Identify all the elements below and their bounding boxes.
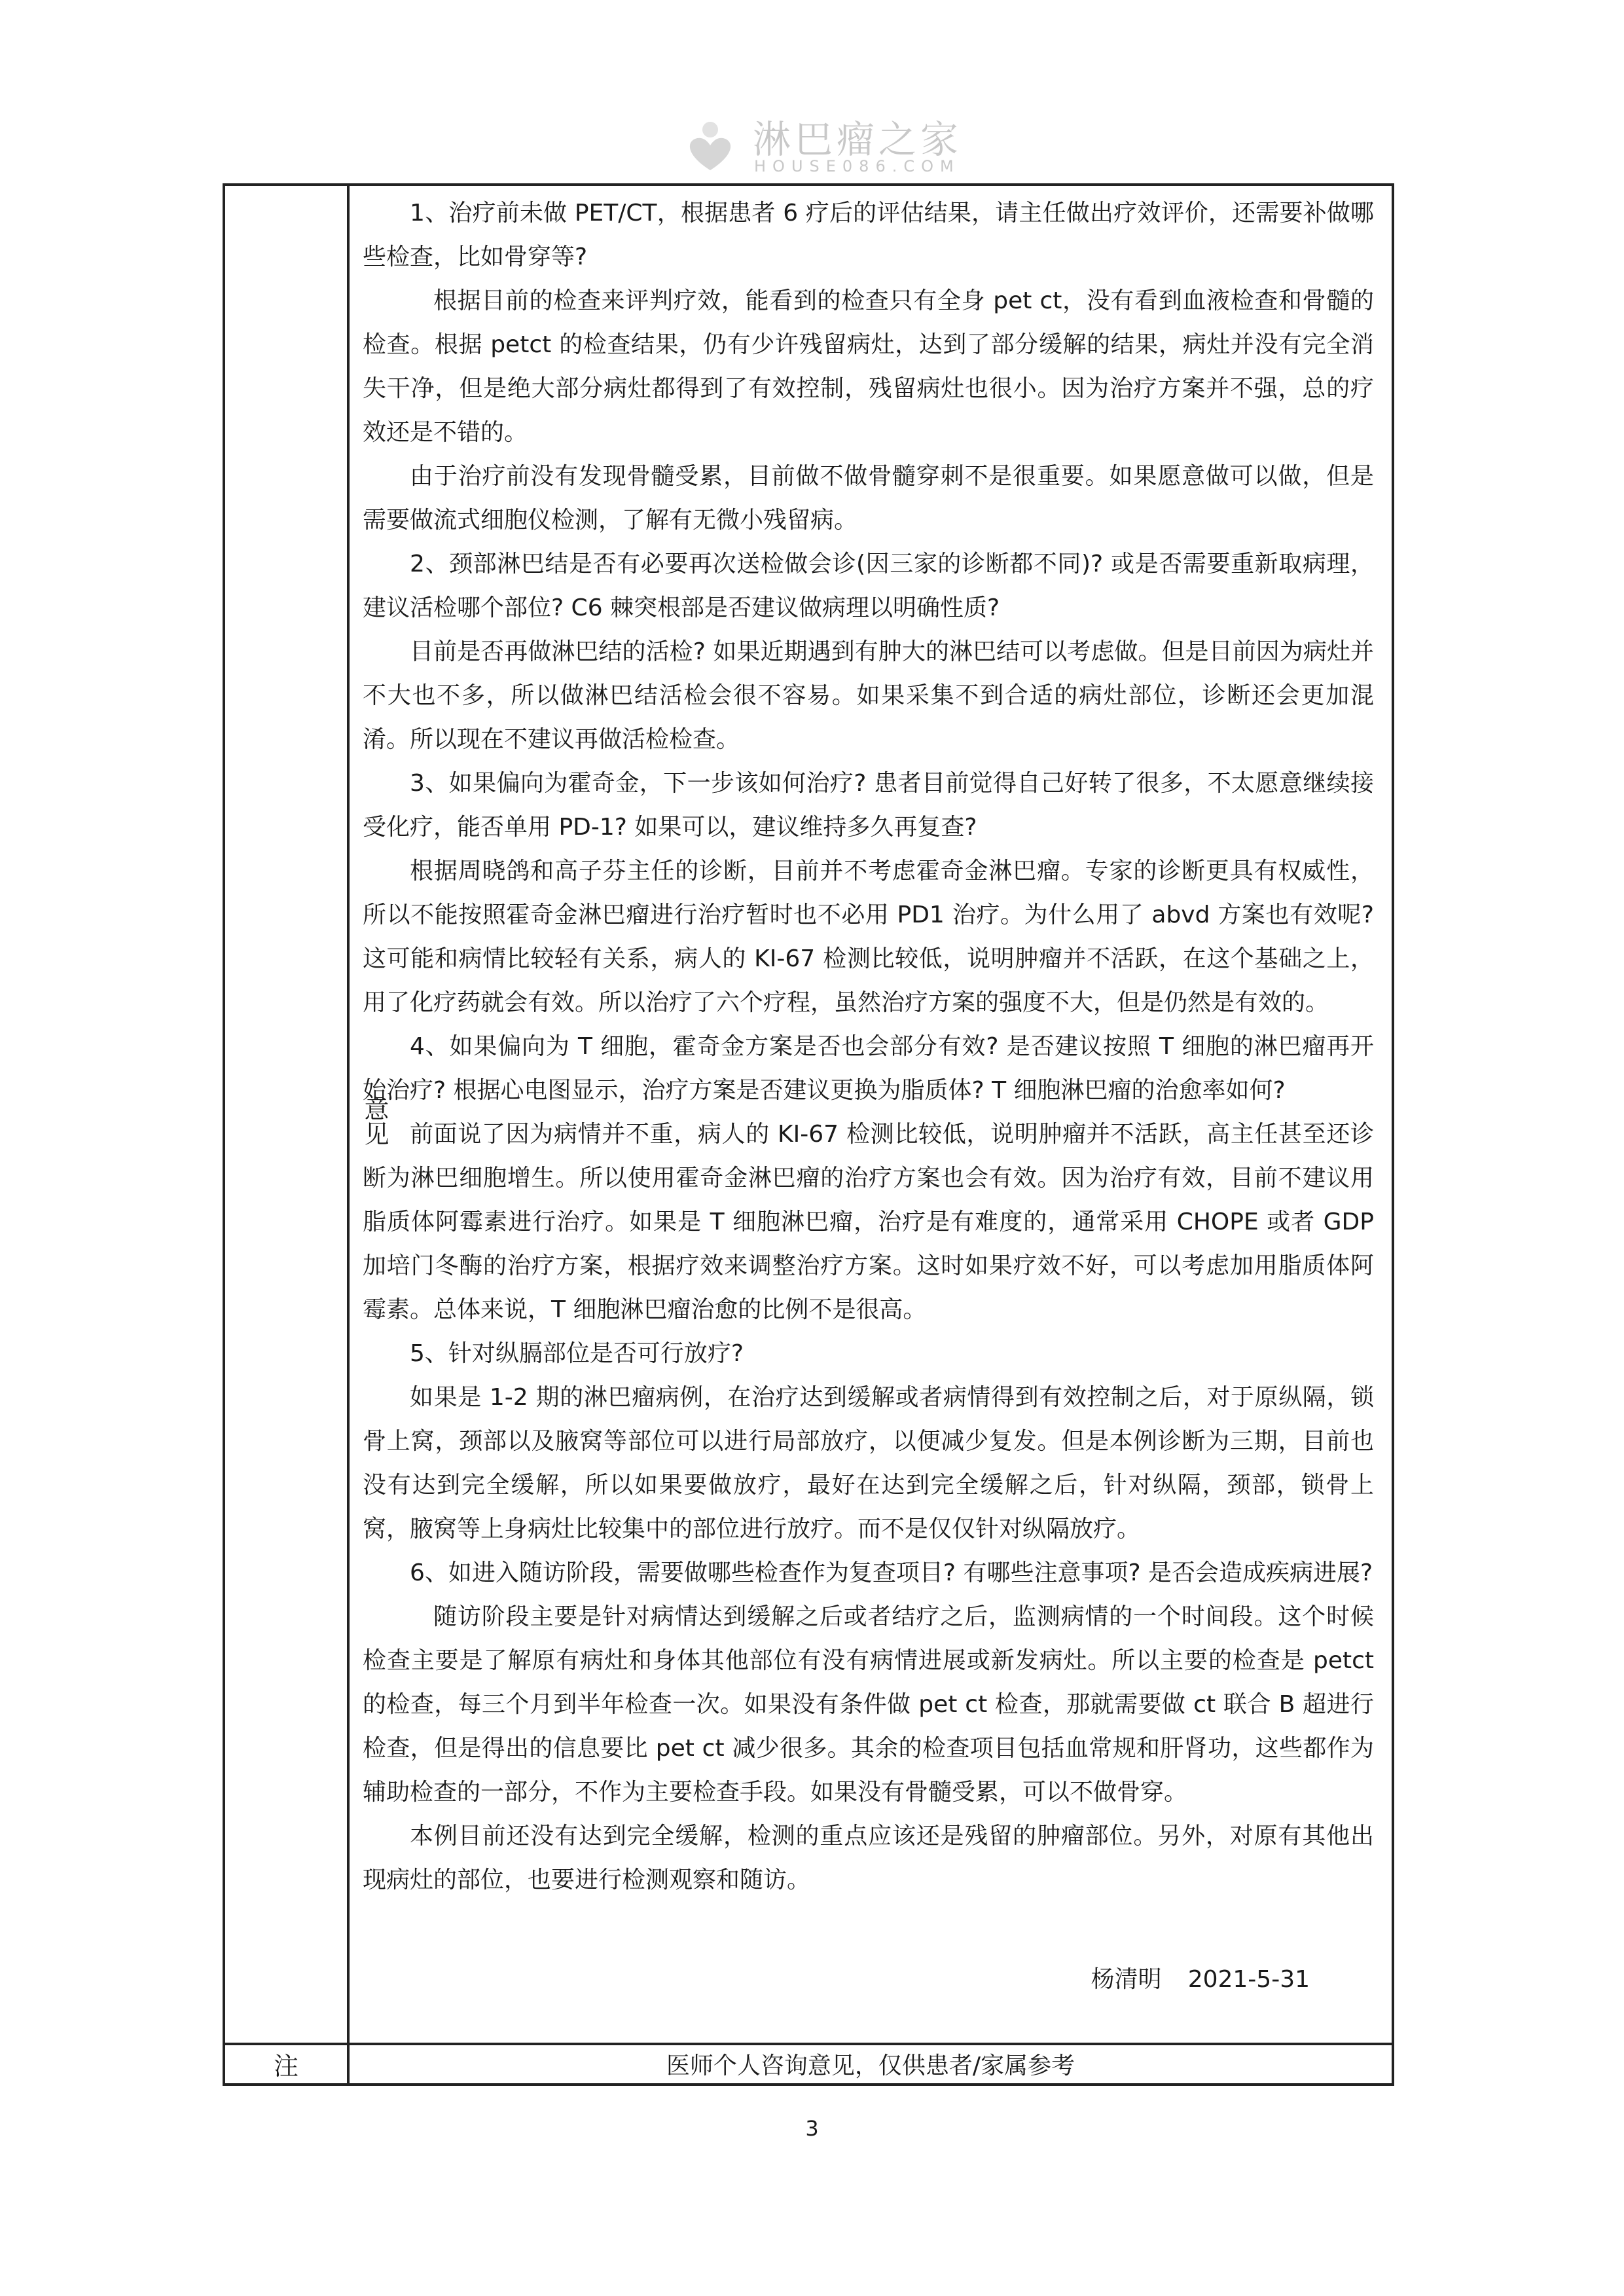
signature-name: 杨清明 xyxy=(1091,1966,1162,1993)
answer-6b: 本例目前还没有达到完全缓解，检测的重点应该还是残留的肿瘤部位。另外，对原有其他出现病灶的部位，也要进行检测观察和随访。 xyxy=(363,1823,1374,1893)
question-3: 3、如果偏向为霍奇金，下一步该如何治疗? 患者目前觉得自己好转了很多，不太愿意继续接受化疗，能否单用 PD-1? 如果可以，建议维持多久再复查? xyxy=(363,770,1374,841)
answer-4: 前面说了因为病情并不重，病人的 KI-67 检测比较低，说明肿瘤并不活跃，高主任甚至还诊断为淋巴细胞增生。所以使用霍奇金淋巴瘤的治疗方案也会有效。因为治疗有效，目前不建议用脂质体阿霉素进行治疗。如果是 T 细胞淋巴瘤，治疗是有难度的，通常采用 CHOPE 或者 GDP 加培门冬酶的治疗方案，根据疗效来调整治疗方案。这时如果疗效不好，可以考虑加用脂质体阿霉素。总体来说，T 细胞淋巴瘤治愈的比例不是很高。 xyxy=(363,1121,1374,1323)
question-6: 6、如进入随访阶段，需要做哪些检查作为复查项目? 有哪些注意事项? 是否会造成疾病进展? xyxy=(410,1559,1373,1586)
watermark-logo xyxy=(681,105,969,177)
question-2: 2、颈部淋巴结是否有必要再次送检做会诊(因三家的诊断都不同)? 或是否需要重新取病理，建议活检哪个部位? C6 棘突根部是否建议做病理以明确性质? xyxy=(363,551,1374,621)
answer-3: 根据周晓鸽和高子芬主任的诊断，目前并不考虑霍奇金淋巴瘤。专家的诊断更具有权威性，所以不能按照霍奇金淋巴瘤进行治疗暂时也不必用 PD1 治疗。为什么用了 abvd 方案也有效呢? 这可能和病情比较轻有关系，病人的 KI-67 检测比较低，说明肿瘤并不活跃，在这个基础之上，用了化疗药就会有效。所以治疗了六个疗程，虽然治疗方案的强度不大，但是仍然是有效的。 xyxy=(363,858,1374,1016)
row-divider xyxy=(225,2043,1392,2045)
label-note: 注 xyxy=(273,2052,298,2081)
label-opinion: 意见 xyxy=(360,1096,389,1146)
answer-6a: 随访阶段主要是针对病情达到缓解之后或者结疗之后，监测病情的一个时间段。这个时候检查主要是了解原有病灶和身体其他部位有没有病情进展或新发病灶。所以主要的检查是 petct 的检查，每三个月到半年检查一次。如果没有条件做 pet ct 检查，那就需要做 ct 联合 B 超进行检查，但是得出的信息要比 pet ct 减少很多。其余的检查项目包括血常规和肝肾功，这些都作为辅助检查的一部分，不作为主要检查手段。如果没有骨髓受累，可以不做骨穿。 xyxy=(363,1603,1374,1806)
heart-person-icon xyxy=(681,118,740,177)
signature xyxy=(1091,1960,1310,1999)
opinion-form-table xyxy=(223,183,1394,2086)
watermark-subtitle: HOUSE086.COM xyxy=(754,157,960,175)
answer-1a: 根据目前的检查来评判疗效，能看到的检查只有全身 pet ct，没有看到血液检查和骨髓的检查。根据 petct 的检查结果，仍有少许残留病灶，达到了部分缓解的结果，病灶并没有完全消失干净，但是绝大部分病灶都得到了有效控制，残留病灶也很小。因为治疗方案并不强，总的疗效还是不错的。 xyxy=(363,287,1374,446)
question-4: 4、如果偏向为 T 细胞，霍奇金方案是否也会部分有效? 是否建议按照 T 细胞的淋巴瘤再开始治疗? 根据心电图显示，治疗方案是否建议更换为脂质体? T 细胞淋巴瘤的治愈率如何? xyxy=(363,1033,1374,1104)
watermark-title: 淋巴瘤之家 xyxy=(753,117,963,162)
question-5: 5、针对纵膈部位是否可行放疗? xyxy=(410,1340,744,1367)
answer-2: 目前是否再做淋巴结的活检? 如果近期遇到有肿大的淋巴结可以考虑做。但是目前因为病灶并不大也不多，所以做淋巴结活检会很不容易。如果采集不到合适的病灶部位，诊断还会更加混淆。所以现在不建议再做活检检查。 xyxy=(363,638,1374,753)
question-1: 1、治疗前未做 PET/CT，根据患者 6 疗后的评估结果，请主任做出疗效评价，还需要补做哪些检查，比如骨穿等? xyxy=(363,200,1374,270)
opinion-content xyxy=(363,191,1374,1902)
answer-5: 如果是 1-2 期的淋巴瘤病例，在治疗达到缓解或者病情得到有效控制之后，对于原纵隔，锁骨上窝，颈部以及腋窝等部位可以进行局部放疗，以便减少复发。但是本例诊断为三期，目前也没有达到完全缓解，所以如果要做放疗，最好在达到完全缓解之后，针对纵隔，颈部，锁骨上窝，腋窝等上身病灶比较集中的部位进行放疗。而不是仅仅针对纵隔放疗。 xyxy=(363,1384,1374,1542)
answer-1b: 由于治疗前没有发现骨髓受累，目前做不做骨髓穿刺不是很重要。如果愿意做可以做，但是需要做流式细胞仪检测，了解有无微小残留病。 xyxy=(363,463,1374,534)
note-text: 医师个人咨询意见，仅供患者/家属参考 xyxy=(666,2052,1075,2079)
page-number: 3 xyxy=(805,2116,819,2141)
signature-date: 2021-5-31 xyxy=(1187,1966,1310,1993)
